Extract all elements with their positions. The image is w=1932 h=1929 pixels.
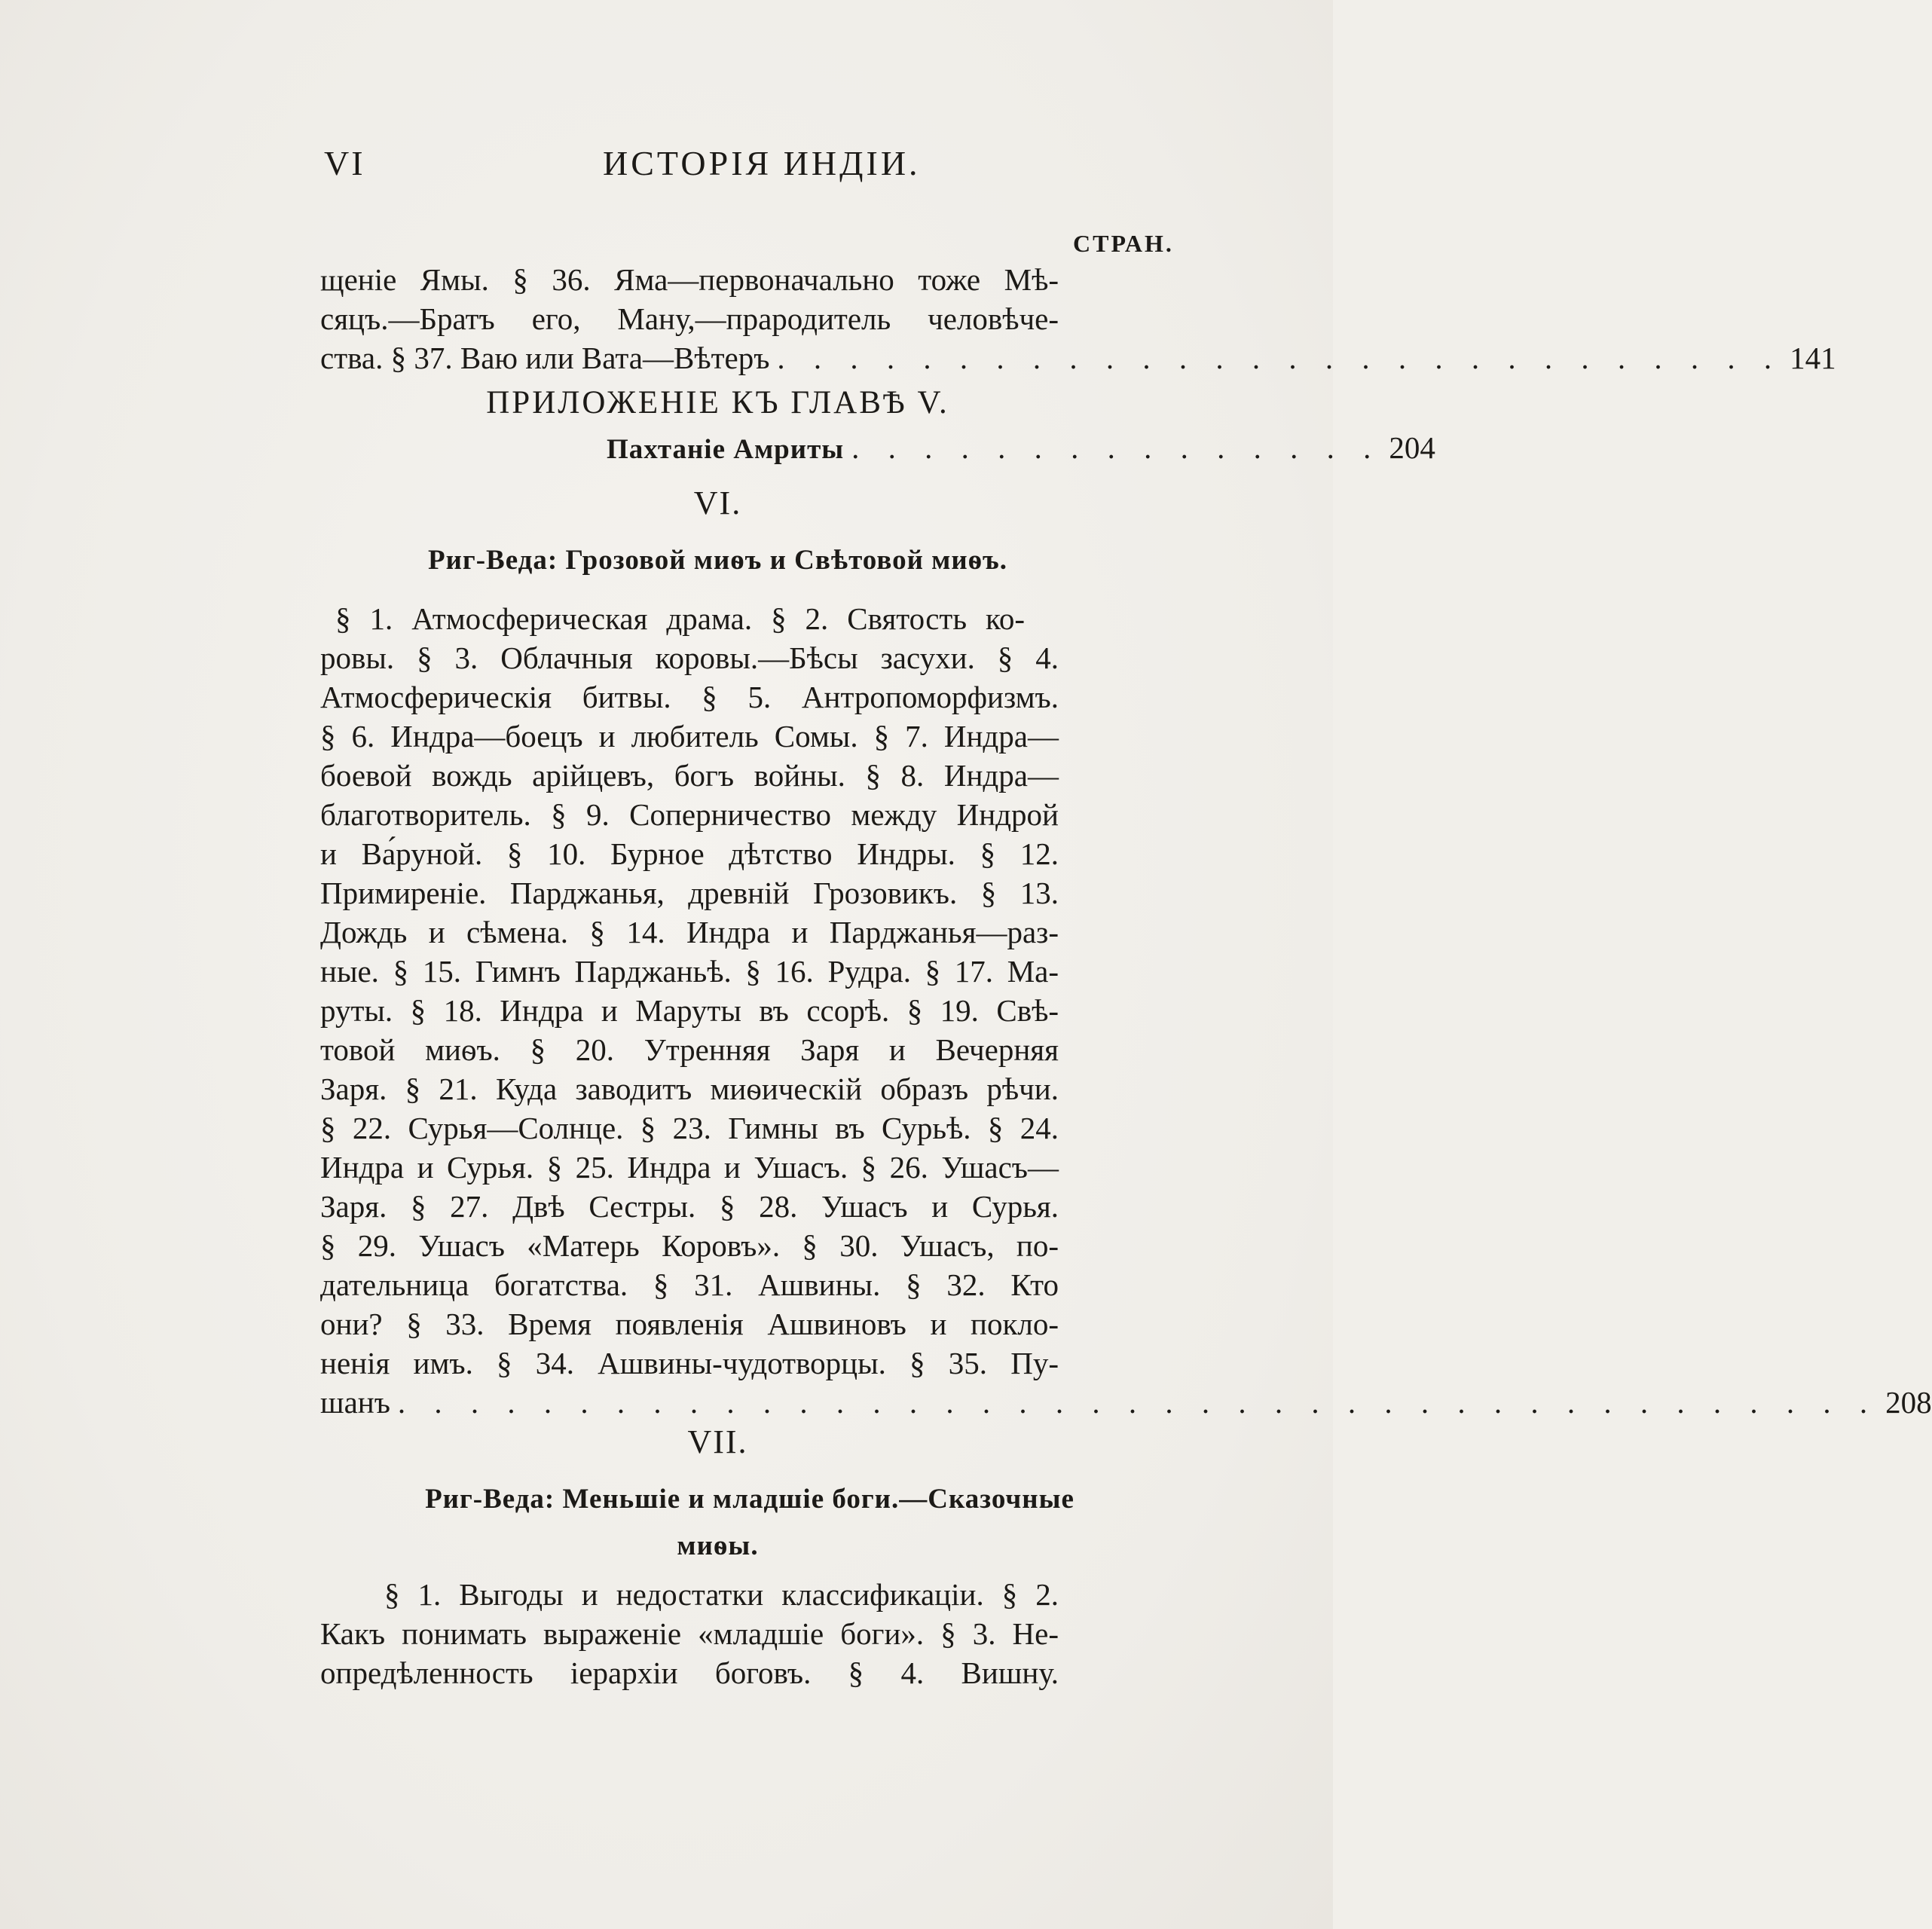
running-title: ИСТОРІЯ ИНДІИ. <box>603 144 921 182</box>
toc-line: щеніе Ямы. § 36. Яма—первоначально тоже Мѣ- <box>320 262 1059 297</box>
toc-line: Атмосферическія битвы. § 5. Антропоморфизмъ. <box>320 680 1059 714</box>
toc-page-number: 204 <box>1389 430 1435 465</box>
toc-line: они? § 33. Время появленія Ашвиновъ и покло- <box>320 1307 1059 1341</box>
page-column-label: СТРАН. <box>1073 230 1174 257</box>
toc-line: § 1. Выгоды и недостатки классификаціи. § 2. <box>384 1577 1059 1612</box>
toc-line: § 1. Атмосферическая драма. § 2. Святость ко- <box>335 601 1025 636</box>
leader-dots: . . . . . . . . . . . . . . . <box>851 430 1382 465</box>
chapter-title: Риг-Веда: Грозовой миѳъ и Свѣтовой миѳъ. <box>428 545 1007 576</box>
chapter-title-continued: миѳы. <box>677 1530 759 1561</box>
toc-line: Индра и Сурья. § 25. Индра и Ушасъ. § 26. Ушасъ— <box>320 1150 1059 1185</box>
toc-line: шанъ <box>320 1385 390 1420</box>
toc-line: § 29. Ушасъ «Матерь Коровъ». § 30. Ушасъ, по- <box>320 1228 1059 1263</box>
toc-page-number: 141 <box>1790 341 1836 375</box>
page-number: VI <box>324 144 365 182</box>
toc-line: ровы. § 3. Облачныя коровы.—Бѣсы засухи. § 4. <box>320 640 1059 675</box>
toc-line: Заря. § 27. Двѣ Сестры. § 28. Ушасъ и Сурья. <box>320 1189 1059 1224</box>
toc-entry-row <box>320 1383 1932 1422</box>
toc-line: Какъ понимать выраженіе «младшіе боги». § 3. Не- <box>320 1616 1059 1651</box>
toc-line: Дождь и сѣмена. § 14. Индра и Парджанья—раз- <box>320 915 1059 949</box>
toc-line: § 6. Индра—боецъ и любитель Сомы. § 7. Индра— <box>320 719 1059 754</box>
toc-line: Примиреніе. Парджанья, древній Грозовикъ. § 13. <box>320 876 1059 910</box>
chapter-number: VI. <box>693 485 742 521</box>
toc-page-number: 208 <box>1885 1385 1932 1420</box>
toc-line: дательница богатства. § 31. Ашвины. § 32. Кто <box>320 1267 1059 1302</box>
appendix-entry-row <box>607 428 1435 469</box>
toc-line: и Ва́руной. § 10. Бурное дѣтство Индры. § 12. <box>320 836 1059 871</box>
toc-line: § 22. Сурья—Солнце. § 23. Гимны въ Сурьѣ. § 24. <box>320 1111 1059 1145</box>
toc-line: Заря. § 21. Куда заводитъ миѳическій образъ рѣчи. <box>320 1071 1059 1106</box>
toc-line: ненія имъ. § 34. Ашвины-чудотворцы. § 35. Пу- <box>320 1346 1059 1380</box>
leader-dots: . . . . . . . . . . . . . . . . . . . . . . . . . . . . <box>777 341 1783 375</box>
leader-dots: . . . . . . . . . . . . . . . . . . . . . . . . . . . . . . . . . . . . . . . . . <box>397 1385 1879 1420</box>
toc-line: товой миѳъ. § 20. Утренняя Заря и Вечерняя <box>320 1032 1059 1067</box>
toc-line: опредѣленность іерархіи боговъ. § 4. Вишну. <box>320 1655 1059 1690</box>
toc-line: ные. § 15. Гимнъ Парджаньѣ. § 16. Рудра. § 17. Ма- <box>320 954 1059 989</box>
chapter-number: VII. <box>687 1423 748 1460</box>
toc-line: боевой вождь арійцевъ, богъ войны. § 8. Индра— <box>320 758 1059 793</box>
toc-line: ства. § 37. Ваю или Вата—Вѣтеръ <box>320 341 770 375</box>
toc-line: благотворитель. § 9. Соперничество между Индрой <box>320 797 1059 832</box>
chapter-title: Риг-Веда: Меньшіе и младшіе боги.—Сказочные <box>425 1484 1075 1515</box>
toc-entry-row <box>320 338 1836 378</box>
appendix-heading: ПРИЛОЖЕНІЕ КЪ ГЛАВѢ V. <box>486 385 949 420</box>
toc-line: руты. § 18. Индра и Маруты въ ссорѣ. § 19. Свѣ- <box>320 993 1059 1028</box>
appendix-entry: Пахтаніе Амриты <box>607 434 845 465</box>
toc-line: сяцъ.—Братъ его, Ману,—прародитель человѣче- <box>320 301 1059 336</box>
